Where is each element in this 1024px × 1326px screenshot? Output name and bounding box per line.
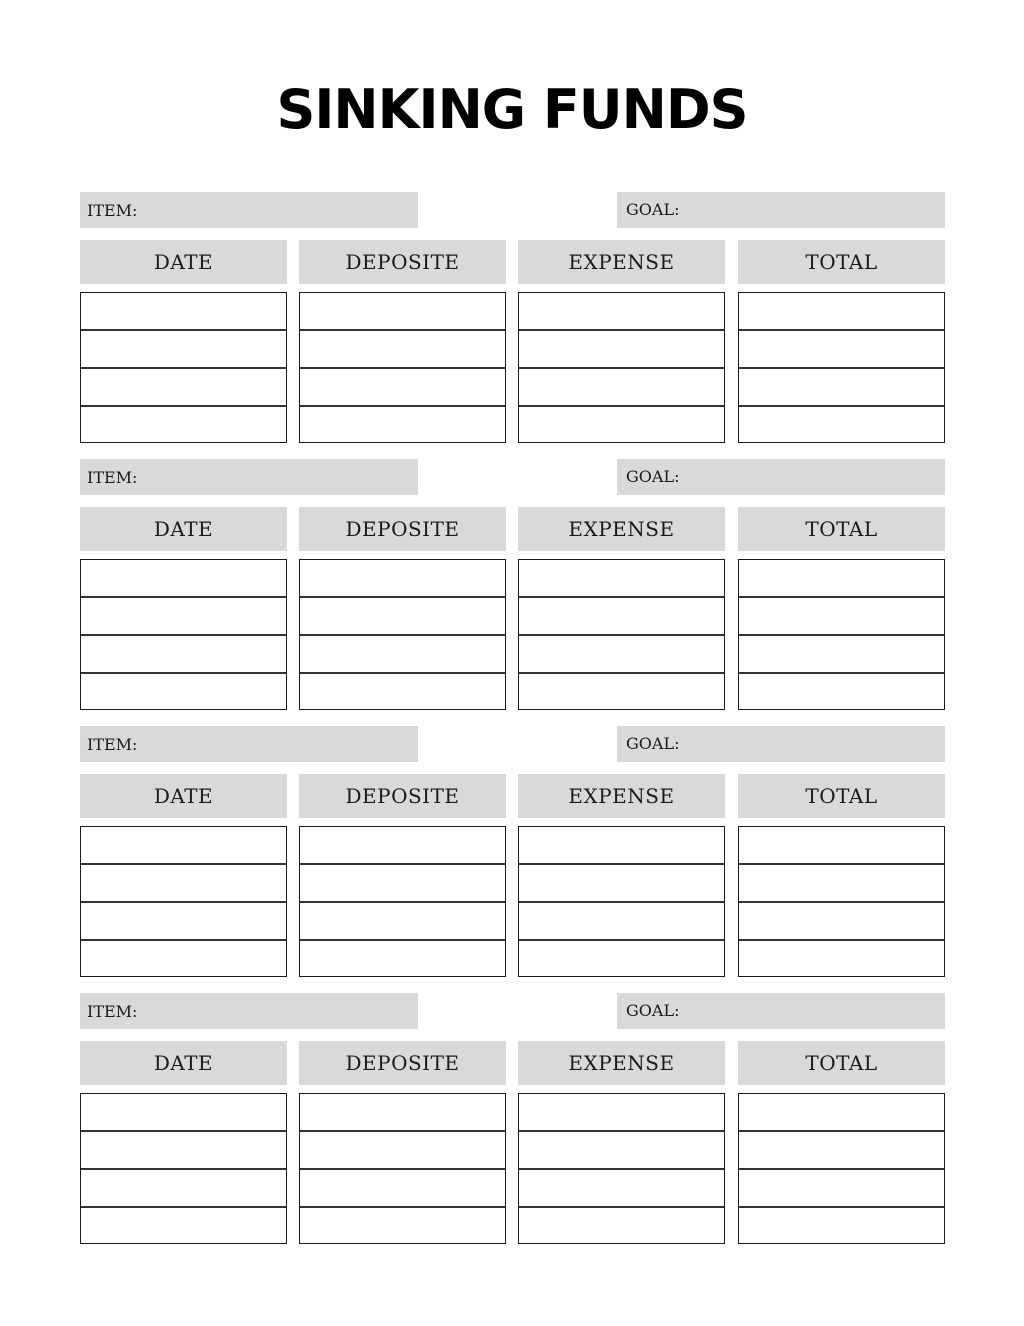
item-field[interactable]: [80, 726, 418, 762]
table-cell-date[interactable]: [81, 941, 286, 980]
table-cell-date[interactable]: [81, 407, 286, 446]
table-cell-date[interactable]: [81, 636, 286, 674]
fund-section: [80, 993, 945, 1245]
table-cell-deposite[interactable]: [300, 560, 505, 598]
column-header-expense: EXPENSE: [518, 1041, 725, 1085]
cell-stack: [518, 826, 725, 977]
table-cell-deposite[interactable]: [300, 674, 505, 713]
column-total: [738, 1041, 945, 1085]
column-header-deposite: DEPOSITE: [299, 774, 506, 818]
column-date: [80, 774, 287, 818]
cell-stack: [80, 559, 287, 710]
table-cell-date[interactable]: [81, 865, 286, 903]
column-deposite: [299, 240, 506, 284]
table-cell-date[interactable]: [81, 1170, 286, 1208]
table-cell-deposite[interactable]: [300, 941, 505, 980]
item-field[interactable]: [80, 993, 418, 1029]
column-deposite: [299, 507, 506, 551]
table-cell-deposite[interactable]: [300, 407, 505, 446]
fund-section: [80, 459, 945, 711]
table-cell-expense[interactable]: [519, 598, 724, 636]
cell-stack: [738, 1093, 945, 1244]
column-header-total: TOTAL: [738, 774, 945, 818]
table-cell-deposite[interactable]: [300, 1094, 505, 1132]
table-cell-total[interactable]: [739, 865, 944, 903]
table-cell-date[interactable]: [81, 674, 286, 713]
table-cell-total[interactable]: [739, 827, 944, 865]
cell-stack: [738, 826, 945, 977]
column-header-date: DATE: [80, 774, 287, 818]
column-expense: [518, 507, 725, 551]
goal-field[interactable]: [617, 993, 945, 1029]
cell-stack: [518, 559, 725, 710]
table-cell-total[interactable]: [739, 598, 944, 636]
column-deposite: [299, 774, 506, 818]
table-cell-date[interactable]: [81, 331, 286, 369]
table-cell-total[interactable]: [739, 369, 944, 407]
table-cell-total[interactable]: [739, 407, 944, 446]
table-cell-deposite[interactable]: [300, 331, 505, 369]
table-cell-deposite[interactable]: [300, 293, 505, 331]
fund-section: [80, 726, 945, 978]
column-header-expense: EXPENSE: [518, 774, 725, 818]
cell-stack: [299, 1093, 506, 1244]
table-cell-expense[interactable]: [519, 827, 724, 865]
cell-stack: [518, 1093, 725, 1244]
table-cell-date[interactable]: [81, 903, 286, 941]
goal-label: GOAL:: [626, 1001, 680, 1020]
cell-stack: [299, 292, 506, 443]
table-cell-deposite[interactable]: [300, 369, 505, 407]
cell-stack: [299, 826, 506, 977]
table-cell-date[interactable]: [81, 293, 286, 331]
column-header-deposite: DEPOSITE: [299, 507, 506, 551]
column-date: [80, 1041, 287, 1085]
table-cell-total[interactable]: [739, 1132, 944, 1170]
cell-stack: [738, 292, 945, 443]
table-cell-expense[interactable]: [519, 941, 724, 980]
goal-field[interactable]: [617, 459, 945, 495]
column-header-date: DATE: [80, 1041, 287, 1085]
table-cell-deposite[interactable]: [300, 1170, 505, 1208]
column-header-total: TOTAL: [738, 507, 945, 551]
table-cell-expense[interactable]: [519, 407, 724, 446]
table-cell-expense[interactable]: [519, 865, 724, 903]
table-cell-expense[interactable]: [519, 1208, 724, 1247]
table-cell-expense[interactable]: [519, 293, 724, 331]
table-cell-date[interactable]: [81, 369, 286, 407]
table-cell-deposite[interactable]: [300, 865, 505, 903]
table-cell-total[interactable]: [739, 560, 944, 598]
table-cell-expense[interactable]: [519, 560, 724, 598]
cell-stack: [80, 292, 287, 443]
item-label: ITEM:: [87, 468, 138, 487]
column-date: [80, 507, 287, 551]
table-cell-date[interactable]: [81, 1208, 286, 1247]
table-cell-total[interactable]: [739, 1170, 944, 1208]
column-expense: [518, 774, 725, 818]
table-cell-total[interactable]: [739, 903, 944, 941]
item-field[interactable]: [80, 192, 418, 228]
column-total: [738, 774, 945, 818]
cell-stack: [738, 559, 945, 710]
column-total: [738, 240, 945, 284]
table-cell-date[interactable]: [81, 827, 286, 865]
item-label: ITEM:: [87, 735, 138, 754]
table-cell-expense[interactable]: [519, 636, 724, 674]
table-cell-expense[interactable]: [519, 331, 724, 369]
column-header-date: DATE: [80, 240, 287, 284]
item-label: ITEM:: [87, 201, 138, 220]
column-date: [80, 240, 287, 284]
column-deposite: [299, 1041, 506, 1085]
table-cell-expense[interactable]: [519, 674, 724, 713]
table-cell-expense[interactable]: [519, 1094, 724, 1132]
column-header-date: DATE: [80, 507, 287, 551]
table-cell-total[interactable]: [739, 1208, 944, 1247]
cell-stack: [518, 292, 725, 443]
table-cell-date[interactable]: [81, 560, 286, 598]
fund-section: [80, 192, 945, 444]
table-cell-date[interactable]: [81, 598, 286, 636]
table-cell-deposite[interactable]: [300, 1208, 505, 1247]
table-cell-date[interactable]: [81, 1132, 286, 1170]
table-cell-total[interactable]: [739, 1094, 944, 1132]
table-cell-total[interactable]: [739, 941, 944, 980]
table-cell-total[interactable]: [739, 293, 944, 331]
column-header-deposite: DEPOSITE: [299, 1041, 506, 1085]
column-header-total: TOTAL: [738, 1041, 945, 1085]
item-label: ITEM:: [87, 1002, 138, 1021]
column-expense: [518, 240, 725, 284]
table-cell-deposite[interactable]: [300, 636, 505, 674]
cell-stack: [299, 559, 506, 710]
table-cell-total[interactable]: [739, 636, 944, 674]
item-field[interactable]: [80, 459, 418, 495]
table-cell-expense[interactable]: [519, 1132, 724, 1170]
column-expense: [518, 1041, 725, 1085]
goal-label: GOAL:: [626, 200, 680, 219]
column-header-deposite: DEPOSITE: [299, 240, 506, 284]
table-cell-expense[interactable]: [519, 903, 724, 941]
table-cell-expense[interactable]: [519, 369, 724, 407]
table-cell-deposite[interactable]: [300, 598, 505, 636]
table-cell-date[interactable]: [81, 1094, 286, 1132]
column-header-expense: EXPENSE: [518, 507, 725, 551]
table-cell-total[interactable]: [739, 674, 944, 713]
table-cell-expense[interactable]: [519, 1170, 724, 1208]
column-header-total: TOTAL: [738, 240, 945, 284]
table-cell-deposite[interactable]: [300, 827, 505, 865]
cell-stack: [80, 1093, 287, 1244]
goal-field[interactable]: [617, 726, 945, 762]
goal-field[interactable]: [617, 192, 945, 228]
table-cell-total[interactable]: [739, 331, 944, 369]
goal-label: GOAL:: [626, 734, 680, 753]
goal-label: GOAL:: [626, 467, 680, 486]
column-total: [738, 507, 945, 551]
table-cell-deposite[interactable]: [300, 1132, 505, 1170]
page-title: SINKING FUNDS: [276, 78, 748, 141]
cell-stack: [80, 826, 287, 977]
table-cell-deposite[interactable]: [300, 903, 505, 941]
column-header-expense: EXPENSE: [518, 240, 725, 284]
